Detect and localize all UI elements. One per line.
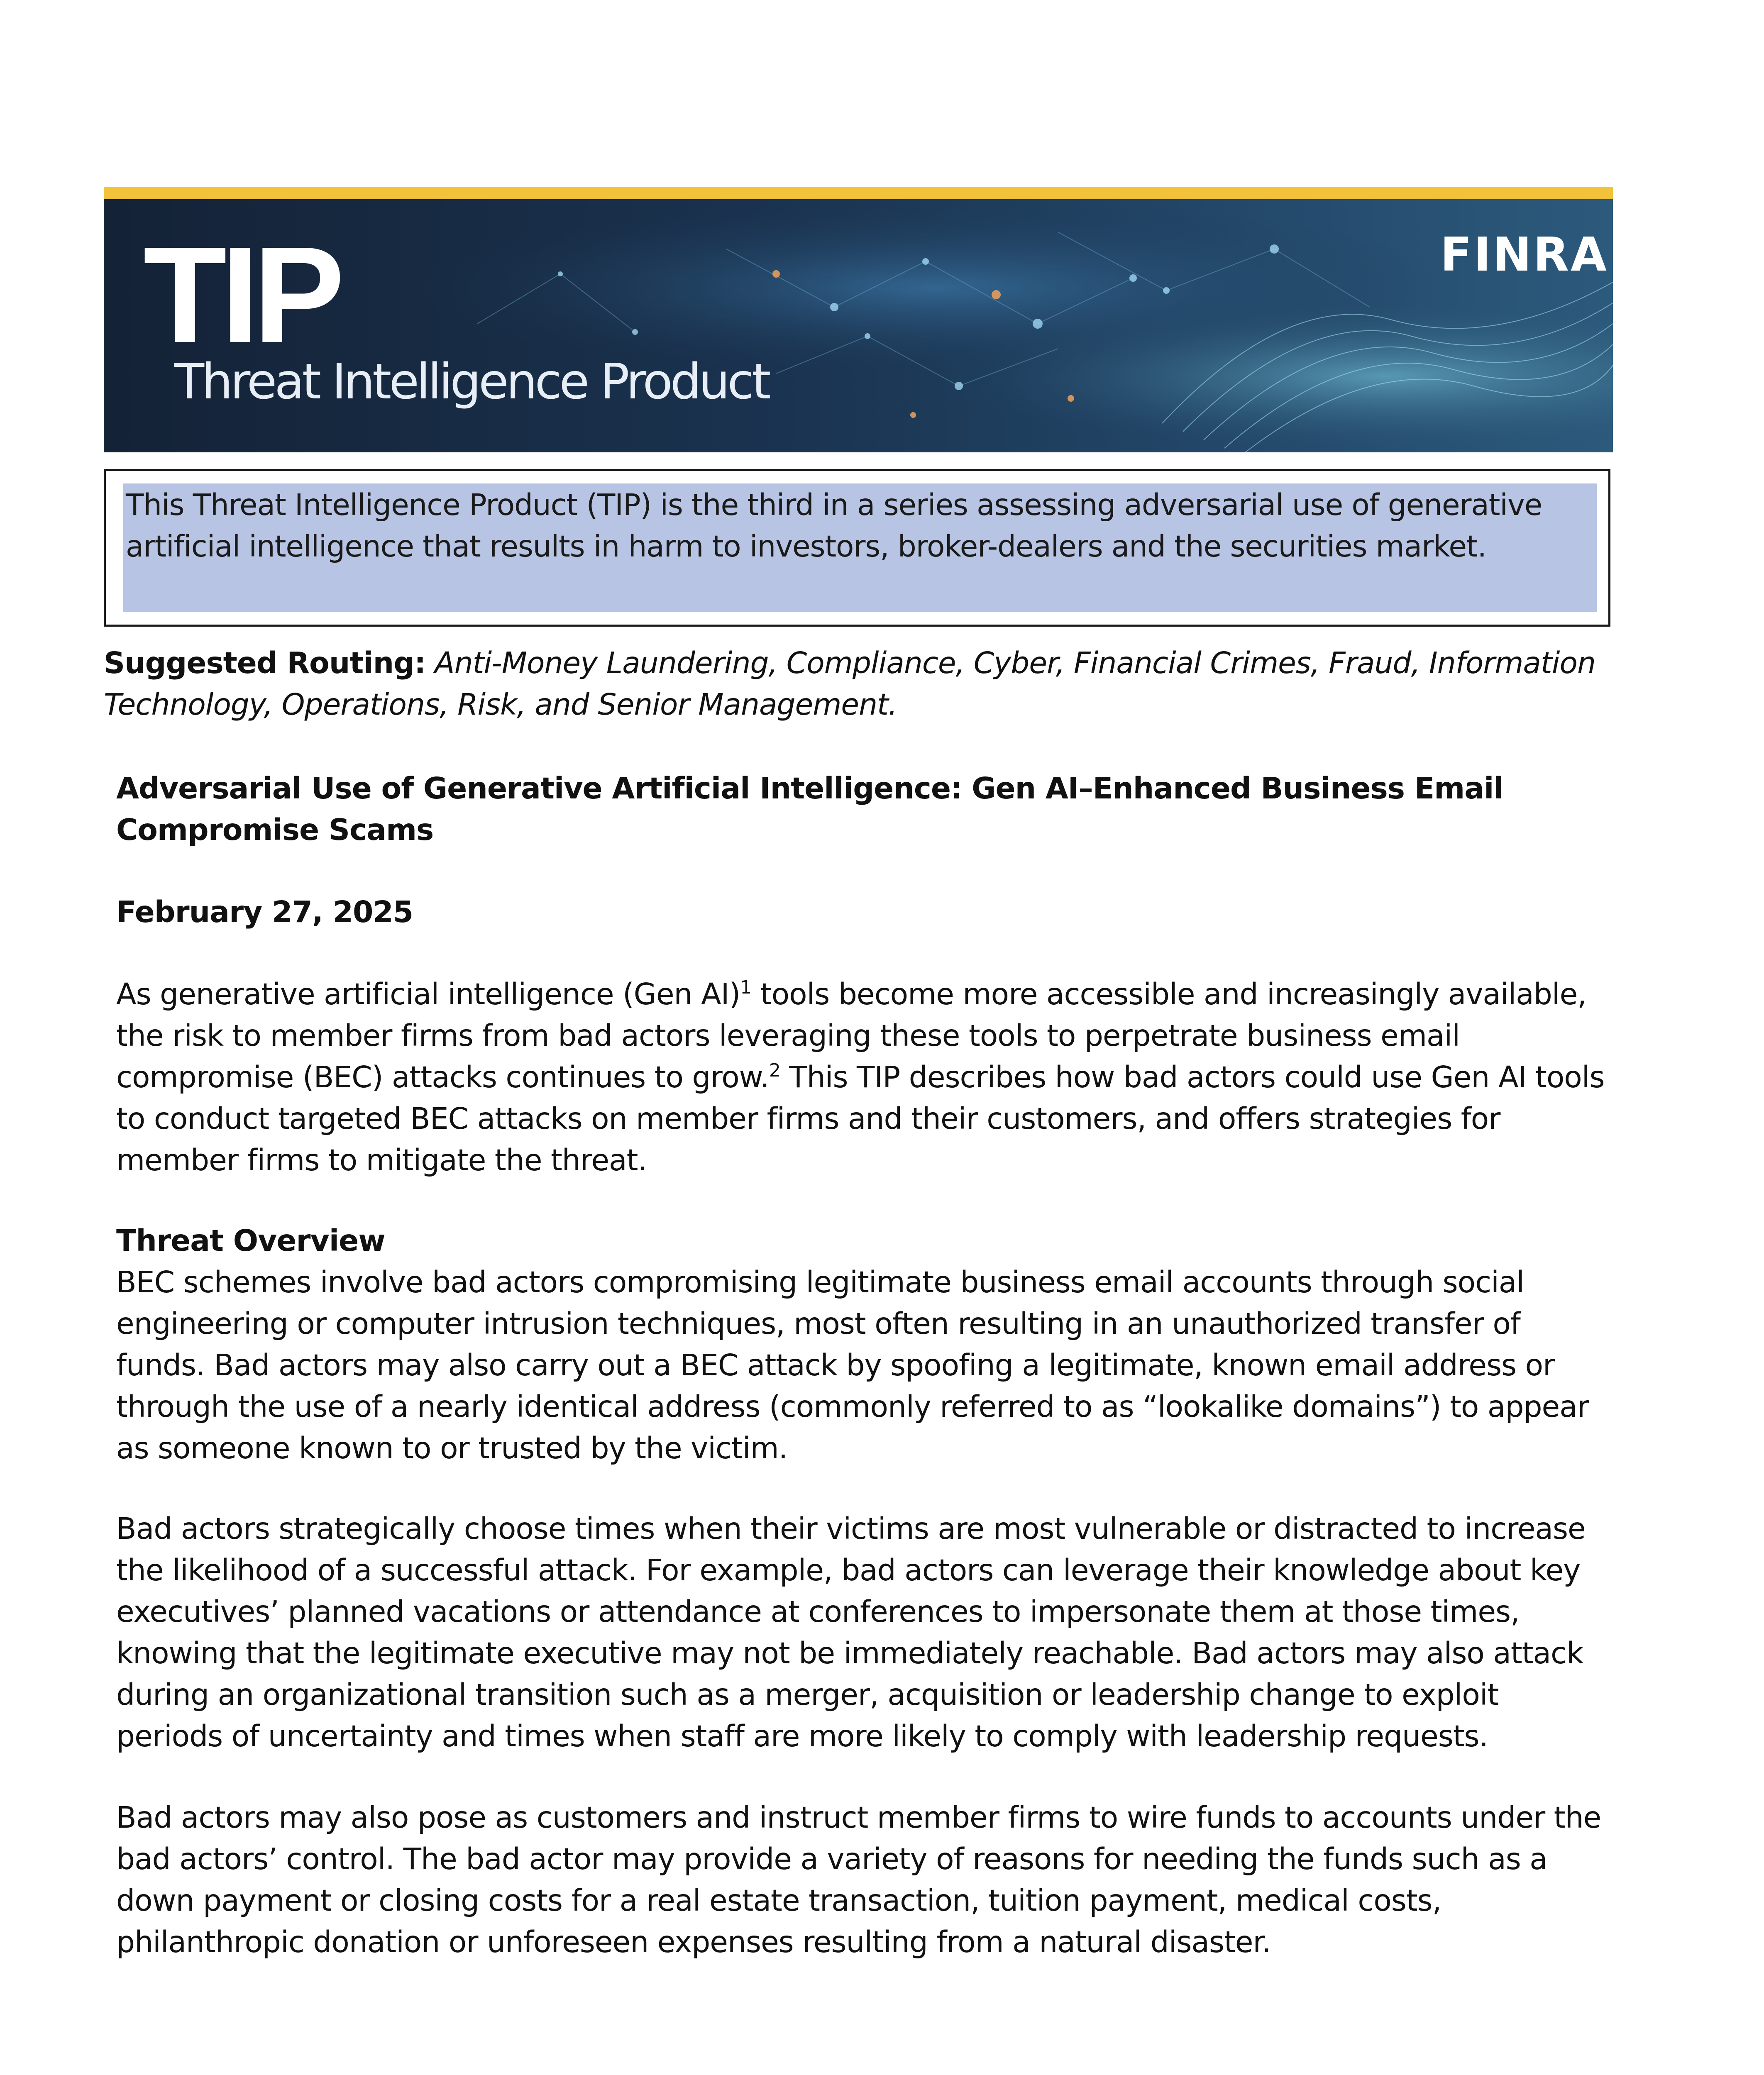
document-title: Adversarial Use of Generative Artificial Intelligence: Gen AI–Enhanced Business Email Compromise Scams <box>116 771 1503 847</box>
threat-overview-heading: Threat Overview <box>116 1223 385 1258</box>
overview-paragraph-2: Bad actors strategically choose times when their victims are most vulnerable or distracted to increase the likelihood of a successful attack. For example, bad actors can leverage their knowledge about key executives’ planned vacations or attendance at conferences to impersonate them at those times, knowing that the legitimate executive may not be immediately reachable. Bad actors may also attack during an organizational transition such as a merger, acquisition or leadership change to exploit periods of uncertainty and times when staff are more likely to comply with leadership requests. <box>116 1511 1586 1753</box>
intro-part-1: As generative artificial intelligence (Gen AI) <box>116 977 740 1011</box>
routing-value: Anti-Money Laundering, Compliance, Cyber, Financial Crimes, Fraud, Information Technology, Operations, Risk, and Senior Management. <box>104 646 1595 722</box>
intro-part-3: This TIP describes how bad actors could use Gen AI tools to conduct targeted BEC attacks on member firms and their customers, and offers strategies for member firms to mitigate the threat. <box>116 1060 1605 1177</box>
footnote-ref-2[interactable]: 2 <box>769 1060 780 1081</box>
tip-title: TIP <box>143 218 339 371</box>
overview-paragraph-3: Bad actors may also pose as customers and instruct member firms to wire funds to accounts under the bad actors’ control. The bad actor may provide a variety of reasons for needing the funds such as a down payment or closing costs for a real estate transaction, tuition payment, medical costs, philanthropic donation or unforeseen expenses resulting from a natural disaster. <box>116 1800 1601 1959</box>
overview-paragraph-1: BEC schemes involve bad actors compromising legitimate business email accounts through social engineering or computer intrusion techniques, most often resulting in an unauthorized transfer of funds. Bad actors may also carry out a BEC attack by spoofing a legitimate, known email address or through the use of a nearly identical address (commonly referred to as “lookalike domains”) to appear as someone known to or trusted by the victim. <box>116 1265 1589 1465</box>
document-date: February 27, 2025 <box>116 895 413 929</box>
finra-logo <box>1440 228 1608 282</box>
finra-logo-text: FINRA <box>1440 228 1608 282</box>
suggested-routing <box>104 642 1598 725</box>
routing-label: Suggested Routing: <box>104 646 426 680</box>
summary-box <box>104 469 1610 627</box>
summary-text: This Threat Intelligence Product (TIP) is the third in a series assessing adversarial use of generative artificial intelligence that results in harm to investors, broker-dealers and the securities market. <box>126 488 1542 564</box>
tip-subtitle: Threat Intelligence Product <box>174 353 769 410</box>
banner-accent-bar <box>104 187 1613 199</box>
footnote-ref-1[interactable]: 1 <box>740 977 752 998</box>
tip-banner <box>104 187 1613 452</box>
intro-part-2: tools become more accessible and increasingly available, the risk to member firms from bad actors leveraging these tools to perpetrate business email compromise (BEC) attacks continues to grow. <box>116 977 1586 1094</box>
intro-paragraph <box>116 974 1610 1181</box>
